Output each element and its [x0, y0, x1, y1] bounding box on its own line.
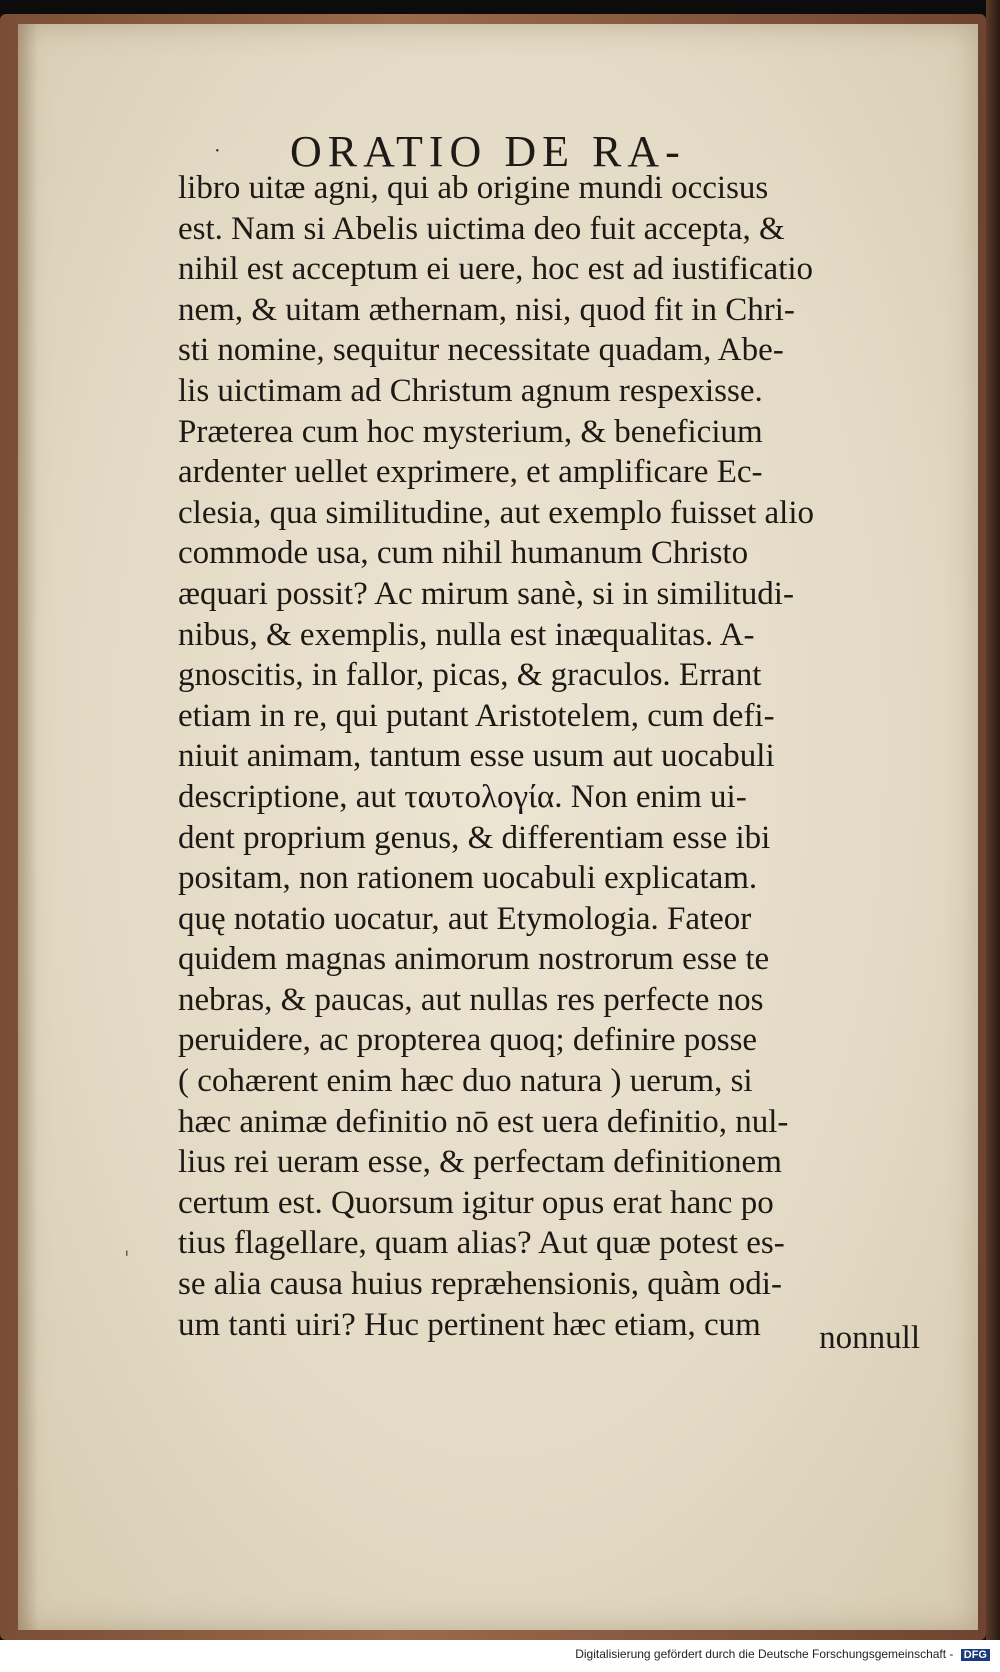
text-line: lius rei ueram esse, & perfectam definitionem	[178, 1144, 782, 1181]
text-line: hæc animæ definitio nō est uera definitio, nul-	[178, 1103, 789, 1140]
text-line: nem, & uitam æthernam, nisi, quod fit in Chri-	[178, 291, 795, 328]
page-body-text	[178, 168, 898, 1345]
text-line: niuit animam, tantum esse usum aut uocabuli	[178, 738, 775, 775]
header-title: ORATIO DE RA-	[290, 127, 686, 176]
text-line: libro uitæ agni, qui ab origine mundi occisus	[178, 170, 769, 206]
text-line: Præterea cum hoc mysterium, & beneficium	[178, 413, 763, 450]
text-line: descriptione, aut ταυτολογία. Non enim ui-	[178, 778, 747, 815]
text-line: nebras, & paucas, aut nullas res perfecte nos	[178, 981, 764, 1018]
text-line: quidem magnas animorum nostrorum esse te	[178, 941, 770, 978]
text-line: quę notatio uocatur, aut Etymologia. Fateor	[178, 900, 752, 937]
margin-mark: '	[124, 1246, 130, 1270]
text-line: etiam in re, qui putant Aristotelem, cum defi-	[178, 697, 775, 734]
text-line: clesia, qua similitudine, aut exemplo fuisset alio	[178, 494, 815, 531]
text-line: æquari possit? Ac mirum sanè, si in similitudi-	[178, 575, 794, 612]
text-line: peruidere, ac propterea quoq; definire posse	[178, 1022, 758, 1059]
text-line: commode usa, cum nihil humanum Christo	[178, 535, 749, 572]
text-line: se alia causa huius repræhensionis, quàm odi-	[178, 1266, 782, 1303]
text-line: dent proprium genus, & differentiam esse ibi	[178, 819, 771, 856]
footer-credit: Digitalisierung gefördert durch die Deutsche Forschungsgemeinschaft -	[575, 1647, 954, 1661]
text-line: ardenter uellet exprimere, et amplificare Ec-	[178, 454, 763, 491]
scan-right-border	[986, 0, 1000, 1640]
text-line: nibus, & exemplis, nulla est inæqualitas. A-	[178, 616, 755, 653]
text-line: um tanti uiri? Huc pertinent hæc etiam, cum	[178, 1306, 761, 1343]
header-dot: ·	[214, 140, 227, 162]
text-line: sti nomine, sequitur necessitate quadam, Abe-	[178, 332, 784, 369]
text-line: ( cohærent enim hæc duo natura ) uerum, si	[178, 1063, 753, 1100]
digitization-footer	[0, 1647, 990, 1669]
page-gutter-shadow	[18, 24, 38, 1630]
text-line: gnoscitis, in fallor, picas, & graculos. Errant	[178, 657, 762, 694]
text-line: nihil est acceptum ei uere, hoc est ad iustificatio	[178, 251, 814, 288]
text-line: positam, non rationem uocabuli explicatam.	[178, 860, 758, 897]
text-line: certum est. Quorsum igitur opus erat hanc po	[178, 1184, 774, 1221]
catchword: nonnull	[819, 1320, 920, 1356]
text-line: lis uictimam ad Christum agnum respexisse.	[178, 372, 763, 409]
dfg-logo: DFG	[961, 1649, 990, 1661]
text-line: tius flagellare, quam alias? Aut quæ potest es-	[178, 1225, 785, 1262]
text-line: est. Nam si Abelis uictima deo fuit accepta, &	[178, 210, 785, 247]
